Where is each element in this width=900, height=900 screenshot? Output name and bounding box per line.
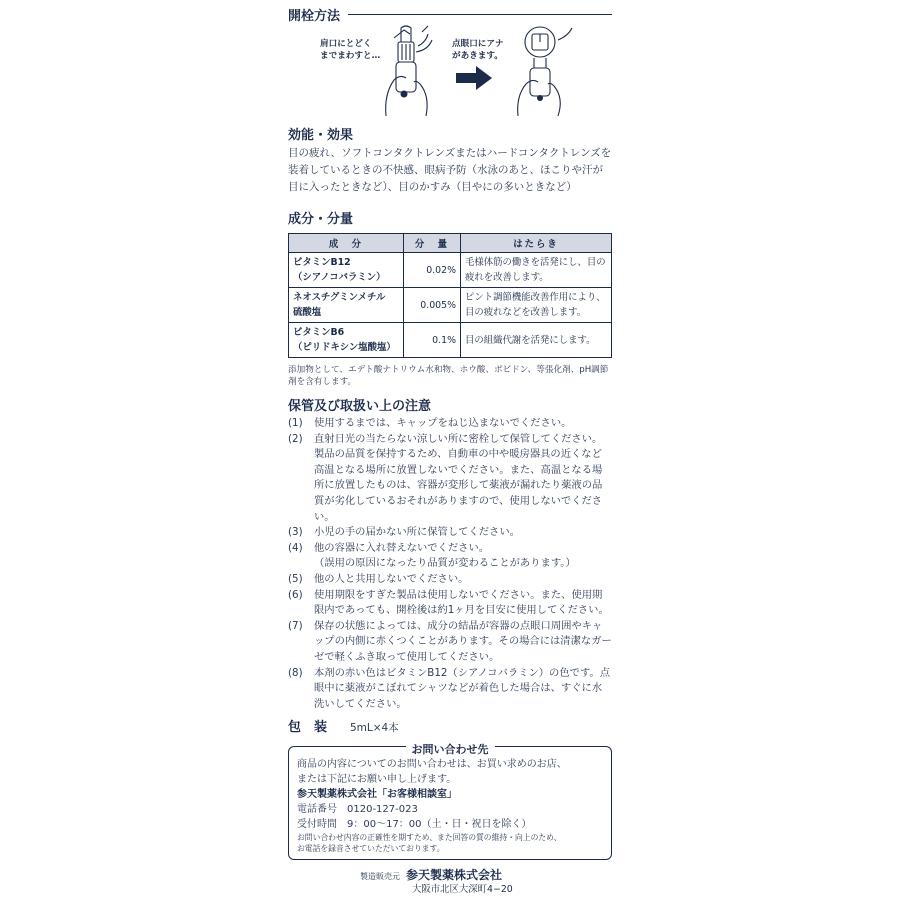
precaution-item xyxy=(288,572,612,588)
opening-heading xyxy=(288,5,612,24)
inquiry-content xyxy=(297,757,605,854)
precaution-number xyxy=(288,447,314,525)
precaution-item xyxy=(288,556,612,572)
manufacturer-footer xyxy=(360,866,612,896)
bottle-opened-illustration xyxy=(510,24,586,118)
ingredient-amount: 0.02% xyxy=(404,253,461,288)
precaution-item xyxy=(288,416,612,432)
inquiry-phone: 電話番号 0120-127-023 xyxy=(297,804,418,815)
table-row xyxy=(289,323,612,358)
precaution-item xyxy=(288,525,612,541)
ingredients-heading xyxy=(288,208,612,227)
precaution-item xyxy=(288,666,612,713)
package-value: 5mL×4本 xyxy=(350,722,399,734)
manufacturer-label: 製造販売元 xyxy=(360,872,400,881)
inquiry-note2: お電話を録音させていただいております。 xyxy=(297,844,445,853)
inquiry-line1: 商品の内容についてのお問い合わせは、お買い求めのお店、 xyxy=(297,759,567,770)
table-header-row xyxy=(289,234,612,253)
precaution-text: 他の人と共用しないでください。 xyxy=(314,572,469,585)
ingredient-amount: 0.005% xyxy=(404,288,461,323)
ingredients-table xyxy=(288,233,612,358)
inquiry-note1: お問い合わせ内容の正確性を期すため、また回答の質の維持・向上のため、 xyxy=(297,833,562,842)
heading-rule xyxy=(348,14,612,15)
precaution-text: 小児の手の届かない所に保管してください。 xyxy=(314,526,520,539)
opening-section xyxy=(288,5,612,24)
precautions-list xyxy=(288,416,612,712)
precaution-item xyxy=(288,432,612,448)
inquiry-title: お問い合わせ先 xyxy=(406,743,495,756)
ingredient-role: 目の組織代謝を活発にします。 xyxy=(461,323,612,358)
ingredient-name: ネオスチグミンメチル 硫酸塩 xyxy=(289,288,404,323)
precaution-text: 保存の状態によっては、成分の結晶が容器の点眼口周囲やキャップの内側に赤くつくことがあります。その場合には清潔なガーゼで軽くふき取って使用してください。 xyxy=(314,619,612,663)
opening-title: 開栓方法 xyxy=(288,9,341,24)
package-section xyxy=(288,716,612,737)
precaution-number: (8) xyxy=(288,666,303,679)
efficacy-heading xyxy=(288,124,612,143)
precaution-text: 他の容器に入れ替えないでください。 xyxy=(314,541,490,554)
efficacy-text: 目の疲れ、ソフトコンタクトレンズまたはハードコンタクトレンズを装着しているときの不快感、眼病予防（水泳のあと、ほこりや汗が目に入ったときなど）、目のかすみ（目やにの多いときなど） xyxy=(288,147,612,193)
additives-note: 添加物として、エデト酸ナトリウム水和物、ホウ酸、ポビドン、等張化剤、pH調節剤を含有します。 xyxy=(288,365,609,387)
manufacturer-name: 参天製薬株式会社 xyxy=(406,868,503,882)
precaution-number: (5) xyxy=(288,572,303,585)
table-row xyxy=(289,288,612,323)
ingredient-name: ビタミンB6 （ピリドキシン塩酸塩） xyxy=(289,323,404,358)
ingredient-amount: 0.1% xyxy=(404,323,461,358)
precaution-text: （誤用の原因になったり品質が変わることがあります。） xyxy=(314,557,576,570)
precaution-number: (2) xyxy=(288,432,303,445)
inquiry-title-wrap xyxy=(289,738,611,757)
precaution-number: (6) xyxy=(288,588,303,601)
efficacy-section xyxy=(288,124,612,196)
arrow-right-icon xyxy=(456,66,492,90)
caption-right: 点眼口にアナ があきます。 xyxy=(452,39,504,61)
precautions-title: 保管及び取扱い上の注意 xyxy=(288,399,432,414)
inquiry-line2: または下記にお願い申し上げます。 xyxy=(297,774,457,785)
bottle-twist-illustration xyxy=(376,24,446,118)
precaution-number: (1) xyxy=(288,417,303,429)
ingredient-role: 毛様体筋の働きを活発にし、目の疲れを改善します。 xyxy=(461,253,612,288)
precautions-heading xyxy=(288,395,612,414)
caption-left: 肩口にとどく までまわすと… xyxy=(320,39,381,61)
inquiry-company: 参天製薬株式会社「お客様相談室」 xyxy=(297,789,457,800)
header-role: はたらき xyxy=(461,234,612,253)
inquiry-box xyxy=(288,743,612,860)
precaution-item xyxy=(288,588,612,619)
precaution-number: (3) xyxy=(288,526,303,539)
precautions-section xyxy=(288,395,612,712)
precaution-text: 使用期限をすぎた製品は使用しないでください。また、使用期限内であっても、開栓後は約1ヶ月を目安に使用してください。 xyxy=(314,588,609,617)
precaution-text: 製品の品質を保持するため、自動車の中や暖房器具の近くなど高温となる場所に放置しないでください。また、高温となる場所に放置したものは、容器が変形して薬液が漏れたり薬液の品質が劣化しているおそれがありますので、使用しないでください。 xyxy=(314,448,603,523)
precaution-text: 使用するまでは、キャップをねじ込まないでください。 xyxy=(314,417,572,429)
inquiry-hours: 受付時間 9：00～17：00（土・日・祝日を除く） xyxy=(297,819,532,830)
precaution-number: (4) xyxy=(288,541,303,554)
precaution-item xyxy=(288,447,612,525)
table-row xyxy=(289,253,612,288)
package-title: 包 装 xyxy=(288,720,328,735)
opening-illustration xyxy=(288,24,612,118)
header-ingredient: 成 分 xyxy=(289,234,404,253)
precaution-text: 本剤の赤い色はビタミンB12（シアノコバラミン）の色です。点眼中に薬液がこぼれてシャツなどが着色した場合は、すぐに水洗いしてください。 xyxy=(314,666,611,710)
precaution-number: (7) xyxy=(288,619,303,632)
efficacy-title: 効能・効果 xyxy=(288,128,354,143)
precaution-item xyxy=(288,619,612,666)
precaution-item xyxy=(288,541,612,557)
ingredients-section xyxy=(288,208,612,388)
ingredient-role: ピント調節機能改善作用により、目の疲れなどを改善します。 xyxy=(461,288,612,323)
precaution-number xyxy=(288,556,314,572)
ingredients-title: 成分・分量 xyxy=(288,212,354,227)
manufacturer-address: 大阪市北区大深町4−20 xyxy=(412,884,513,895)
ingredient-name: ビタミンB12 （シアノコバラミン） xyxy=(289,253,404,288)
header-amount: 分 量 xyxy=(404,234,461,253)
precaution-text: 直射日光の当たらない涼しい所に密栓して保管してください。 xyxy=(314,432,603,445)
